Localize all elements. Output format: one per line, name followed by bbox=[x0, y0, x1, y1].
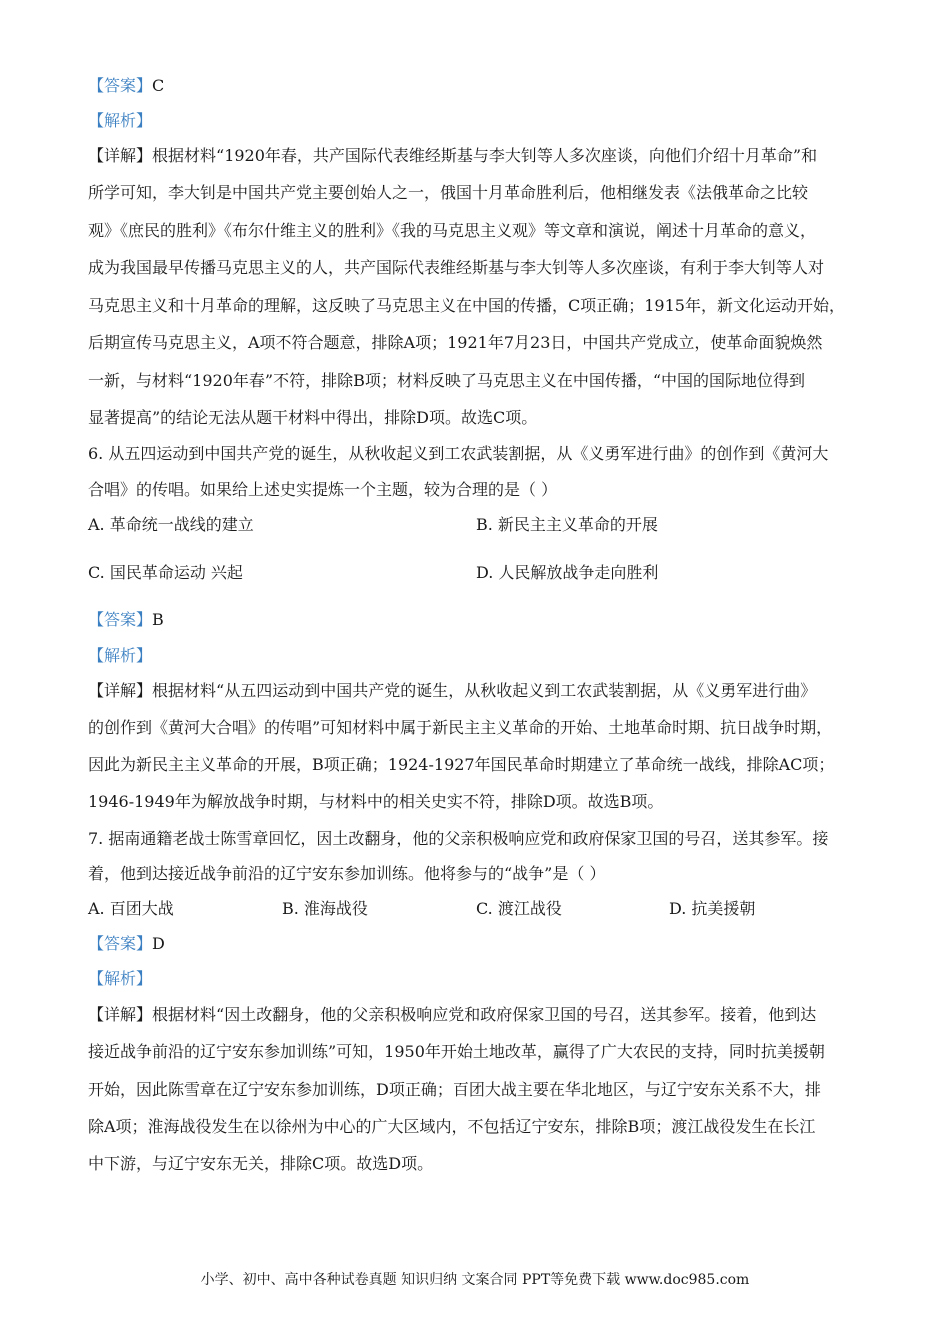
q7-detail-line-1: 【详解】根据材料“因土改翻身，他的父亲积极响应党和政府保家卫国的号召，送其参军。接着，他到达 bbox=[88, 1005, 817, 1024]
q5-detail-line-8: 显著提高”的结论无法从题干材料中得出，排除D项。故选C项。 bbox=[88, 408, 538, 427]
q7-answer-line bbox=[88, 933, 165, 955]
q7-option-b: B. 淮海战役 bbox=[282, 899, 368, 918]
q6-answer-line bbox=[88, 609, 164, 631]
q7-detail-line-5: 中下游，与辽宁安东无关，排除C项。故选D项。 bbox=[88, 1154, 434, 1173]
q5-answer: C bbox=[152, 76, 165, 95]
q5-detail-line-4: 成为我国最早传播马克思主义的人，共产国际代表维经斯基与李大钊等人多次座谈，有利于李大钊等人对 bbox=[88, 258, 825, 277]
answer-tag: 【答案】 bbox=[88, 610, 153, 629]
q6-option-a: A. 革命统一战线的建立 bbox=[88, 515, 254, 534]
q7-option-d: D. 抗美援朝 bbox=[669, 899, 756, 918]
q7-option-a: A. 百团大战 bbox=[88, 899, 174, 918]
q5-detail-line-7: 一新，与材料“1920年春”不符，排除B项；材料反映了马克思主义在中国传播，“中国的国际地位得到 bbox=[88, 371, 806, 390]
q6-stem-line-2: 合唱》的传唱。如果给上述史实提炼一个主题，较为合理的是（ ） bbox=[88, 480, 558, 499]
detail-tag: 【详解】 bbox=[88, 681, 153, 700]
q5-analysis-tag: 【解析】 bbox=[88, 111, 153, 130]
q5-detail-line-5: 马克思主义和十月革命的理解，这反映了马克思主义在中国的传播，C项正确；1915年，新文化运动开始， bbox=[88, 296, 845, 315]
page-footer: 小学、初中、高中各种试卷真题 知识归纳 文案合同 PPT等免费下载 www.doc985.com bbox=[200, 1272, 750, 1288]
q5-detail-line-3: 观》《庶民的胜利》《布尔什维主义的胜利》《我的马克思主义观》等文章和演说，阐述十月革命的意义， bbox=[88, 221, 817, 240]
q6-analysis-tag: 【解析】 bbox=[88, 646, 153, 665]
detail-tag: 【详解】 bbox=[88, 1005, 153, 1024]
q7-option-c: C. 渡江战役 bbox=[476, 899, 562, 918]
q6-option-c: C. 国民革命运动 兴起 bbox=[88, 563, 243, 582]
q5-answer-line bbox=[88, 75, 164, 97]
q6-detail-line-1: 【详解】根据材料“从五四运动到中国共产党的诞生，从秋收起义到工农武装割据，从《义勇军进行曲》 bbox=[88, 681, 817, 700]
q6-detail-line-4: 1946-1949年为解放战争时期，与材料中的相关史实不符，排除D项。故选B项。 bbox=[88, 792, 664, 811]
q7-stem-line-2: 着，他到达接近战争前沿的辽宁安东参加训练。他将参与的“战争”是（ ） bbox=[88, 864, 606, 883]
answer-tag: 【答案】 bbox=[88, 76, 153, 95]
q6-option-d: D. 人民解放战争走向胜利 bbox=[476, 563, 659, 582]
q6-option-b: B. 新民主主义革命的开展 bbox=[476, 515, 658, 534]
q7-detail-line-2: 接近战争前沿的辽宁安东参加训练”可知，1950年开始土地改革，赢得了广大农民的支持，同时抗美援朝 bbox=[88, 1042, 825, 1061]
q5-detail-line-1: 【详解】根据材料“1920年春，共产国际代表维经斯基与李大钊等人多次座谈，向他们介绍十月革命”和 bbox=[88, 146, 818, 165]
q7-answer: D bbox=[152, 934, 165, 953]
q5-detail-line-2: 所学可知，李大钊是中国共产党主要创始人之一，俄国十月革命胜利后，他相继发表《法俄革命之比较 bbox=[88, 183, 809, 202]
answer-tag: 【答案】 bbox=[88, 934, 153, 953]
q6-detail-line-3: 因此为新民主主义革命的开展，B项正确；1924-1927年国民革命时期建立了革命统一战线，排除AC项； bbox=[88, 755, 835, 774]
q6-stem-line-1: 6. 从五四运动到中国共产党的诞生，从秋收起义到工农武装割据，从《义勇军进行曲》的创作到《黄河大 bbox=[88, 444, 829, 463]
q7-detail-line-4: 除A项；淮海战役发生在以徐州为中心的广大区域内，不包括辽宁安东，排除B项；渡江战役发生在长江 bbox=[88, 1117, 816, 1136]
q7-stem-line-1: 7. 据南通籍老战士陈雪章回忆，因土改翻身，他的父亲积极响应党和政府保家卫国的号召，送其参军。接 bbox=[88, 829, 829, 848]
q5-detail-line-6: 后期宣传马克思主义，A项不符合题意，排除A项；1921年7月23日，中国共产党成立，使革命面貌焕然 bbox=[88, 333, 823, 352]
q7-analysis-tag: 【解析】 bbox=[88, 969, 153, 988]
q6-detail-line-2: 的创作到《黄河大合唱》的传唱”可知材料中属于新民主主义革命的开始、土地革命时期、抗日战争时期， bbox=[88, 718, 833, 737]
q6-answer: B bbox=[152, 610, 164, 629]
detail-tag: 【详解】 bbox=[88, 146, 153, 165]
q7-detail-line-3: 开始，因此陈雪章在辽宁安东参加训练，D项正确；百团大战主要在华北地区，与辽宁安东关系不大，排 bbox=[88, 1080, 821, 1099]
